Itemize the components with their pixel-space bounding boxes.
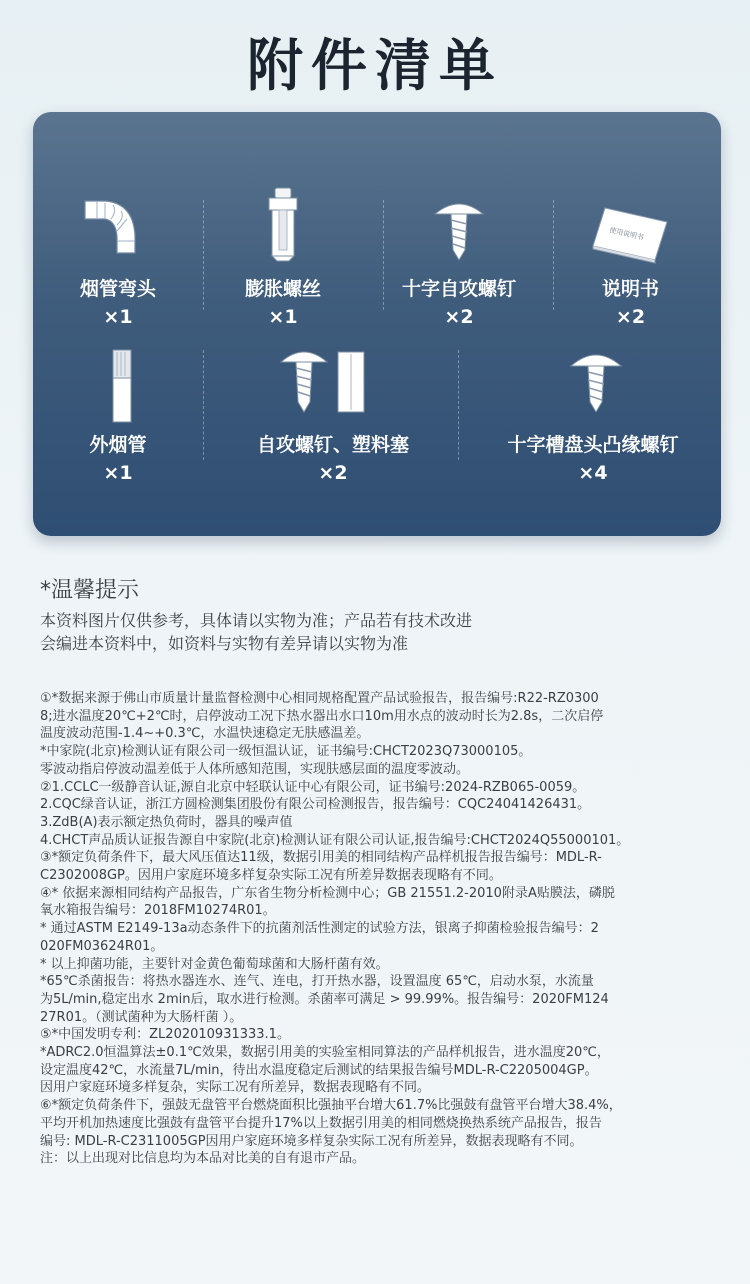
footnote-line: 2.CQC绿音认证，浙江方圆检测集团股份有限公司检测报告，报告编号：CQC24041426431。 xyxy=(40,797,591,813)
item-name: 烟管弯头 xyxy=(79,278,156,300)
flange-screw-icon xyxy=(569,350,623,412)
item-quantity: ×1 xyxy=(103,462,133,484)
accessory-item xyxy=(208,274,358,328)
footnote-line: *65℃杀菌报告：将热水器连水、连气、连电，打开热水器，设置温度 65℃，启动水泵，水流量 xyxy=(40,974,594,990)
item-quantity: ×2 xyxy=(615,306,646,328)
screw-icon xyxy=(279,348,329,414)
divider xyxy=(458,350,459,460)
divider xyxy=(553,200,554,310)
outer-flue-pipe-icon xyxy=(111,348,133,424)
flue-elbow-icon xyxy=(83,197,139,257)
tips-body xyxy=(40,609,720,655)
footnote-line: ⑥*额定负荷条件下，强鼓无盘管平台燃烧面积比强抽平台增大61.7%比强鼓有盘管平台增大38.4%， xyxy=(40,1098,622,1114)
divider xyxy=(203,200,204,310)
footnote-line: ⑤*中国发明专利：ZL202010931333.1。 xyxy=(40,1027,290,1043)
footnote-line: 氧水箱报告编号：2018FM10274R01。 xyxy=(40,903,276,919)
footnote-line: ②1.CCLC一级静音认证,源自北京中轻联认证中心有限公司，证书编号:2024-RZB065-0059。 xyxy=(40,779,586,795)
footnote-line: 为5L/min,稳定出水 2min后，取水进行检测。杀菌率可满足 > 99.99%。报告编号：2020FM124 xyxy=(40,991,609,1007)
footnotes xyxy=(40,690,720,1168)
accessory-item xyxy=(43,274,193,328)
plastic-plug-icon xyxy=(336,350,366,414)
accessory-item xyxy=(385,274,533,328)
accessory-item xyxy=(563,274,698,328)
footnote-line: * 以上抑菌功能，主要针对金黄色葡萄球菌和大肠杆菌有效。 xyxy=(40,956,389,972)
item-quantity: ×1 xyxy=(103,306,133,328)
item-name: 说明书 xyxy=(601,278,659,300)
expansion-bolt-icon xyxy=(263,186,303,262)
footnote-line: ①*数据来源于佛山市质量计量监督检测中心相同规格配置产品试验报告，报告编号:R22-RZ0300 xyxy=(40,691,599,706)
accessory-list-card xyxy=(33,112,721,536)
item-quantity: ×2 xyxy=(444,306,474,328)
footnote-line: 27R01。（测试菌种为大肠杆菌 ）。 xyxy=(40,1009,243,1025)
footnote-line: 零波动指启停波动温差低于人体所感知范围，实现肤感层面的温度零波动。 xyxy=(40,761,470,777)
item-quantity: ×4 xyxy=(578,462,608,484)
self-tapping-screw-icon xyxy=(433,200,485,260)
accessory-item xyxy=(43,430,193,484)
manual-cover-text: 使用说明书 xyxy=(608,226,645,242)
item-quantity: ×2 xyxy=(318,462,348,484)
footnote-line: *中家院(北京)检测认证有限公司一级恒温认证，证书编号:CHCT2023Q73000105。 xyxy=(40,744,532,760)
item-name: 自攻螺钉、塑料塞 xyxy=(256,434,409,456)
item-name: 十字槽盘头凸缘螺钉 xyxy=(507,434,679,456)
tips-title: *温馨提示 xyxy=(40,578,140,603)
item-quantity: ×1 xyxy=(268,306,298,328)
divider xyxy=(203,350,204,460)
accessory-item xyxy=(478,430,708,484)
footnote-line: ③*额定负荷条件下，最大风压值达11级，数据引用美的相同结构产品样机报告报告编号：MDL-R- xyxy=(40,850,602,866)
tips-line: 会编进本资料中，如资料与实物有差异请以实物为准 xyxy=(40,634,409,653)
page-title: 附件清单 xyxy=(247,34,503,99)
footnote-line: 设定温度42℃，水流量7L/min，待出水温度稳定后测试的结果报告编号MDL-R-C2205004GP。 xyxy=(40,1062,598,1078)
footnote-line: 4.CHCT声品质认证报告源自中家院(北京)检测认证有限公司认证,报告编号:CHCT2024Q55000101。 xyxy=(40,832,630,848)
item-name: 十字自攻螺钉 xyxy=(401,278,516,300)
item-name: 外烟管 xyxy=(89,434,147,456)
accessory-item xyxy=(233,430,433,484)
tips-line: 本资料图片仅供参考，具体请以实物为准；产品若有技术改进 xyxy=(40,611,473,630)
footnote-line: C2302008GP。因用户家庭环境多样复杂实际工况有所差异数据表现略有不同。 xyxy=(40,868,502,884)
footnote-line: 因用户家庭环境多样复杂，实际工况有所差异，数据表现略有不同。 xyxy=(40,1080,431,1096)
footnote-line: 温度波动范围-1.4~+0.3℃，水温快速稳定无肤感温差。 xyxy=(40,726,370,742)
footnote-line: 平均开机加热速度比强鼓有盘管平台提升17%以上数据引用美的相同燃烧换热系统产品报告，报告 xyxy=(40,1115,602,1131)
divider xyxy=(383,200,384,310)
footnote-line: 8;进水温度20℃+2℃时，启停波动工况下热水器出水口10m用水点的波动时长为2.8s，二次启停 xyxy=(40,708,604,724)
footnote-line: 020FM03624R01。 xyxy=(40,938,164,954)
footnote-line: *ADRC2.0恒温算法±0.1℃效果，数据引用美的实验室相同算法的产品样机报告，进水温度20℃， xyxy=(40,1045,610,1061)
footnote-line: 3.ZdB(A)表示额定热负荷时，器具的噪声值 xyxy=(40,814,293,830)
footnote-line: 编号: MDL-R-C2311005GP因用户家庭环境多样复杂实际工况有所差异，数据表现略有不同。 xyxy=(40,1133,583,1149)
manual-book-icon xyxy=(591,202,671,264)
footnote-line: ④* 依据来源相同结构产品报告，广东省生物分析检测中心；GB 21551.2-2010附录A贴膜法，磷脱 xyxy=(40,885,615,901)
footnote-line: * 通过ASTM E2149-13a动态条件下的抗菌剂活性测定的试验方法，银离子抑菌检验报告编号：2 xyxy=(40,921,599,937)
footnote-line: 注：以上出现对比信息均为本品对比美的自有退市产品。 xyxy=(40,1151,366,1167)
item-name: 膨胀螺丝 xyxy=(244,278,321,300)
